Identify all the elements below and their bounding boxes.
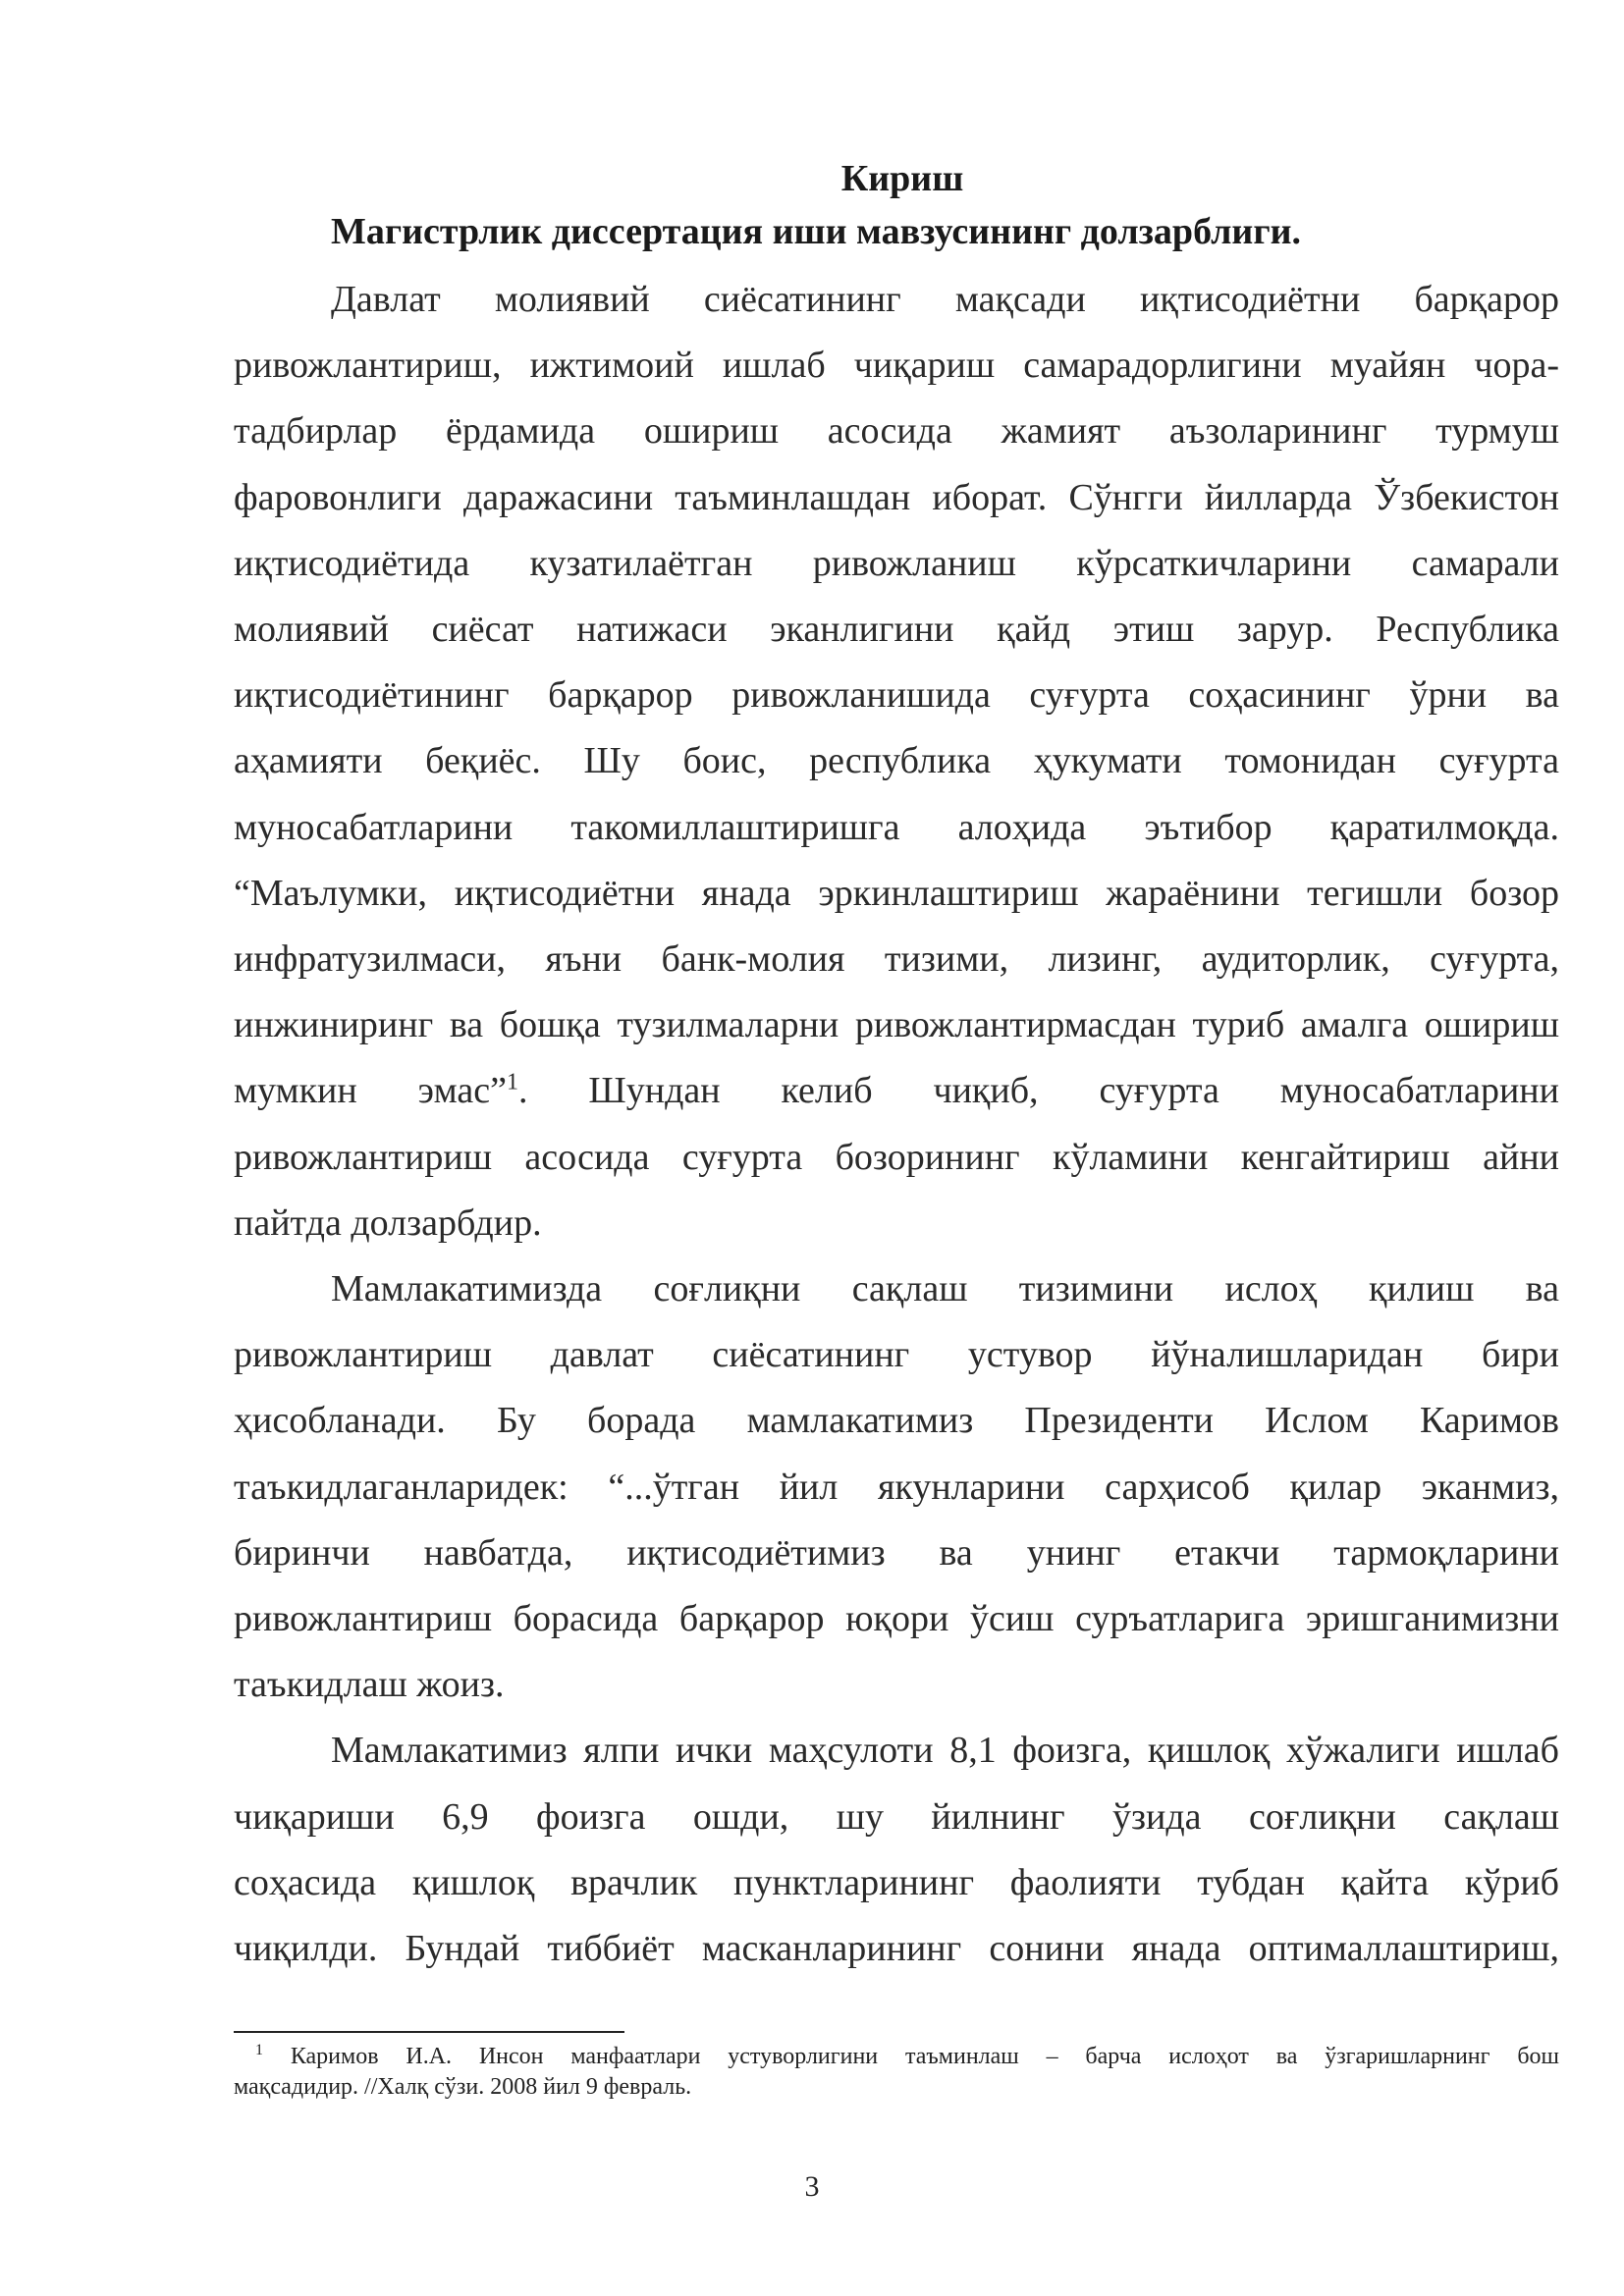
- paragraph-line: ривожлантириш борасида барқарор юқори ўсиш суръатларига эришганимизни: [234, 1598, 1559, 1640]
- paragraph-line: чиқилди. Бундай тиббиёт масканларининг сонини янада оптималлаштириш,: [234, 1928, 1559, 1970]
- paragraph-line: муносабатларини такомиллаштиришга алоҳида эътибор қаратилмоқда.: [234, 806, 1559, 848]
- paragraph-line: инфратузилмаси, яъни банк-молия тизими, лизинг, аудиторлик, суғурта,: [234, 938, 1559, 981]
- paragraph-line: “Маълумки, иқтисодиётни янада эркинлаштириш жараёнини тегишли бозор: [234, 872, 1559, 914]
- quote-end: мумкин эмас”: [234, 1070, 507, 1112]
- page-number: 3: [804, 2170, 820, 2203]
- body-text: [234, 155, 1559, 1982]
- quote-tail: . Шундан келиб чиқиб, суғурта муносабатларини: [518, 1070, 1559, 1112]
- paragraph-line: таъкидлаш жоиз.: [234, 1664, 505, 1706]
- paragraph-line: аҳамияти беқиёс. Шу боис, республика ҳукумати томонидан суғурта: [234, 740, 1559, 782]
- paragraph-line: фаровонлиги даражасини таъминлашдан иборат. Сўнгги йилларда Ўзбекистон: [234, 476, 1559, 518]
- paragraph-line: молиявий сиёсат натижаси эканлигини қайд этиш зарур. Республика: [234, 609, 1559, 651]
- paragraph-line: ҳисобланади. Бу борада мамлакатимиз Президенти Ислом Каримов: [234, 1400, 1559, 1442]
- paragraph-line: чиқариши 6,9 фоизга ошди, шу йилнинг ўзида соғлиқни сақлаш: [234, 1795, 1559, 1838]
- section-subtitle: Магистрлик диссертация иши мавзусининг долзарблиги.: [331, 211, 1301, 252]
- footnote: [234, 2042, 1559, 2103]
- footnote-separator: [234, 2031, 624, 2033]
- paragraph-line: ривожлантириш давлат сиёсатининг устувор йўналишларидан бири: [234, 1334, 1559, 1376]
- footnote-line: мақсадидир. //Халқ сўзи. 2008 йил 9 февраль.: [234, 2074, 692, 2100]
- footnote-text-1: Каримов И.А. Инсон манфаатлари устуворлигини таъминлаш – барча ислоҳот ва ўзгаришларнинг бош: [290, 2044, 1560, 2069]
- paragraph-line: иқтисодиётининг барқарор ривожланишида суғурта соҳасининг ўрни ва: [234, 674, 1559, 717]
- footnote-mark: 1: [255, 2042, 263, 2058]
- paragraph-2: [234, 1256, 1559, 1718]
- paragraph-line: Мамлакатимизда соғлиқни сақлаш тизимини ислоҳ қилиш ва: [331, 1268, 1559, 1310]
- paragraph-3: [234, 1718, 1559, 1982]
- footnote-reference[interactable]: 1: [507, 1069, 518, 1095]
- paragraph-line: Мамлакатимиз ялпи ички маҳсулоти 8,1 фоизга, қишлоқ хўжалиги ишлаб: [331, 1730, 1559, 1772]
- paragraph-1: [234, 267, 1559, 1256]
- paragraph-line: инжиниринг ва бошқа тузилмаларни ривожлантирмасдан туриб амалга ошириш: [234, 1004, 1559, 1046]
- paragraph-line: тадбирлар ёрдамида ошириш асосида жамият аъзоларининг турмуш: [234, 410, 1559, 453]
- paragraph-line-with-footnote: [234, 1058, 1559, 1124]
- paragraph-line: пайтда долзарбдир.: [234, 1201, 542, 1244]
- paragraph-line: Давлат молиявий сиёсатининг мақсади иқтисодиётни барқарор: [331, 279, 1559, 320]
- footnote-line: [234, 2042, 1559, 2072]
- paragraph-line: иқтисодиётида кузатилаётган ривожланиш кўрсаткичларини самарали: [234, 542, 1559, 584]
- paragraph-line: биринчи навбатда, иқтисодиётимиз ва унинг етакчи тармоқларини: [234, 1531, 1559, 1574]
- paragraph-line: ривожлантириш асосида суғурта бозорининг кўламини кенгайтириш айни: [234, 1136, 1559, 1178]
- paragraph-line: ривожлантириш, ижтимоий ишлаб чиқариш самарадорлигини муайян чора-: [234, 345, 1559, 387]
- paragraph-line: таъкидлаганларидек: “...ўтган йил якунларини сарҳисоб қилар эканмиз,: [234, 1466, 1559, 1508]
- section-title: Кириш: [840, 158, 964, 199]
- paragraph-line: соҳасида қишлоқ врачлик пунктларининг фаолияти тубдан қайта кўриб: [234, 1861, 1559, 1903]
